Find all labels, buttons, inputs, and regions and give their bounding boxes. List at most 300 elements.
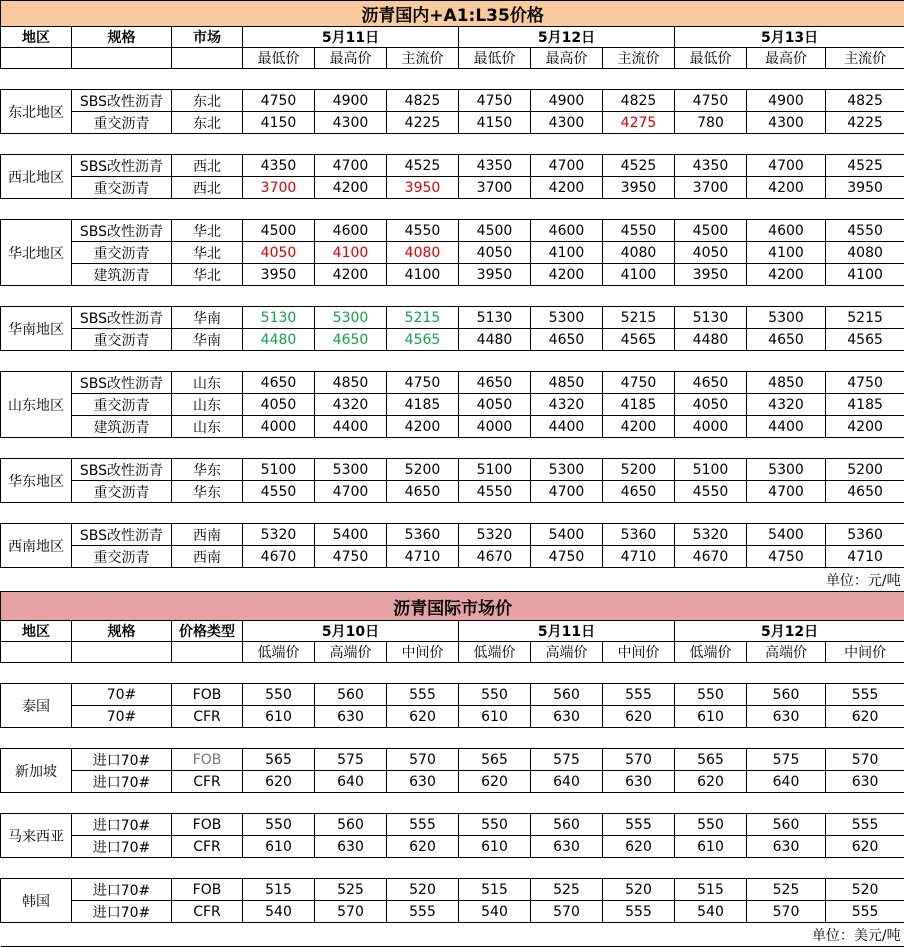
price-cell: 3950: [243, 264, 315, 286]
price-cell: 5360: [826, 524, 904, 546]
price-cell: 560: [315, 814, 387, 836]
price-cell: 4700: [747, 155, 826, 177]
header-date-3: 5月12日: [675, 621, 904, 642]
price-cell: 560: [747, 814, 826, 836]
price-cell: 630: [315, 836, 387, 858]
price-cell: 620: [459, 771, 531, 793]
market-cell: 西北: [172, 155, 243, 177]
price-cell: 570: [315, 901, 387, 923]
price-cell: 4750: [826, 372, 904, 394]
table-row: [1, 155, 904, 177]
price-cell: 620: [387, 706, 459, 728]
price-cell: 4000: [459, 416, 531, 438]
spec-cell: 70#: [72, 684, 172, 706]
price-cell: 4550: [459, 481, 531, 503]
price-cell: 3950: [387, 177, 459, 199]
table-row: [1, 459, 904, 481]
price-cell: 640: [531, 771, 603, 793]
price-cell: 5100: [243, 459, 315, 481]
header-date-1: 5月10日: [243, 621, 459, 642]
price-cell: 4050: [459, 242, 531, 264]
spacer-cell: [1, 199, 904, 220]
price-type-cell: CFR: [172, 836, 243, 858]
price-cell: 620: [675, 771, 747, 793]
price-cell: 4100: [531, 242, 603, 264]
price-cell: 5360: [387, 524, 459, 546]
spec-cell: SBS改性沥青: [72, 90, 172, 112]
price-cell: 630: [747, 836, 826, 858]
header-region: 地区: [1, 27, 72, 48]
spacer-cell: [1, 793, 904, 814]
market-cell: 山东: [172, 416, 243, 438]
spacer-cell: [1, 351, 904, 372]
price-cell: 4500: [675, 220, 747, 242]
spec-cell: SBS改性沥青: [72, 307, 172, 329]
price-cell: 4200: [826, 416, 904, 438]
price-cell: 4300: [531, 112, 603, 134]
price-cell: 3950: [675, 264, 747, 286]
price-cell: 5300: [531, 307, 603, 329]
spacer-cell: [1, 69, 904, 90]
price-cell: 620: [603, 836, 675, 858]
price-type-cell: FOB: [172, 684, 243, 706]
region-cell: 东北地区: [1, 90, 72, 134]
price-cell: 570: [826, 749, 904, 771]
price-cell: 5320: [675, 524, 747, 546]
price-cell: 630: [826, 771, 904, 793]
price-cell: 4200: [531, 264, 603, 286]
price-cell: 4185: [387, 394, 459, 416]
price-cell: 5300: [531, 459, 603, 481]
price-cell: 4670: [675, 546, 747, 568]
price-cell: 640: [315, 771, 387, 793]
spec-cell: SBS改性沥青: [72, 524, 172, 546]
subheader-label: 主流价: [603, 48, 675, 69]
spacer-row: [1, 134, 904, 155]
price-cell: 630: [531, 836, 603, 858]
market-cell: 西南: [172, 524, 243, 546]
price-cell: 3700: [459, 177, 531, 199]
price-cell: 4900: [531, 90, 603, 112]
subheader-label: 最低价: [243, 48, 315, 69]
price-cell: 4650: [243, 372, 315, 394]
price-cell: 4080: [826, 242, 904, 264]
price-type-cell: CFR: [172, 901, 243, 923]
price-cell: 4550: [243, 481, 315, 503]
price-type-cell: FOB: [172, 749, 243, 771]
price-cell: 4750: [531, 546, 603, 568]
header-spec: 规格: [72, 621, 172, 642]
price-cell: 4050: [243, 394, 315, 416]
price-cell: 4525: [603, 155, 675, 177]
price-cell: 570: [747, 901, 826, 923]
price-cell: 3700: [243, 177, 315, 199]
table-row: [1, 684, 904, 706]
spacer-row: [1, 438, 904, 459]
price-cell: 4200: [531, 177, 603, 199]
price-cell: 555: [387, 684, 459, 706]
price-cell: 550: [675, 814, 747, 836]
price-cell: 550: [675, 684, 747, 706]
price-cell: 4710: [603, 546, 675, 568]
price-cell: 5400: [747, 524, 826, 546]
spacer-cell: [1, 438, 904, 459]
spec-cell: 建筑沥青: [72, 416, 172, 438]
spacer-row: [1, 663, 904, 684]
spec-cell: SBS改性沥青: [72, 155, 172, 177]
price-cell: 4550: [675, 481, 747, 503]
price-cell: 4275: [603, 112, 675, 134]
price-cell: 4050: [675, 242, 747, 264]
price-cell: 630: [531, 706, 603, 728]
price-cell: 3700: [675, 177, 747, 199]
price-cell: 4320: [747, 394, 826, 416]
price-cell: 4600: [315, 220, 387, 242]
spacer-row: [1, 858, 904, 879]
price-cell: 4750: [387, 372, 459, 394]
price-cell: 5200: [603, 459, 675, 481]
price-cell: 620: [826, 706, 904, 728]
table-row: [1, 372, 904, 394]
subheader-blank: [72, 642, 172, 663]
price-cell: 4200: [747, 177, 826, 199]
table-row: [1, 90, 904, 112]
price-cell: 5300: [747, 459, 826, 481]
price-cell: 570: [603, 749, 675, 771]
table-row: [1, 112, 904, 134]
price-cell: 5215: [826, 307, 904, 329]
region-cell: 山东地区: [1, 372, 72, 438]
price-cell: 560: [315, 684, 387, 706]
price-cell: 5360: [603, 524, 675, 546]
price-cell: 520: [826, 879, 904, 901]
price-cell: 5400: [531, 524, 603, 546]
header-market: 市场: [172, 27, 243, 48]
price-cell: 550: [459, 684, 531, 706]
region-cell: 西北地区: [1, 155, 72, 199]
subheader-label: 最高价: [315, 48, 387, 69]
spacer-row: [1, 286, 904, 307]
price-cell: 4350: [675, 155, 747, 177]
price-cell: 560: [531, 814, 603, 836]
price-cell: 4480: [459, 329, 531, 351]
region-cell: 新加坡: [1, 749, 72, 793]
subheader-blank: [72, 48, 172, 69]
spec-cell: 进口70#: [72, 749, 172, 771]
unit-row: [1, 568, 904, 592]
price-cell: 540: [243, 901, 315, 923]
price-cell: 4710: [826, 546, 904, 568]
spec-cell: 重交沥青: [72, 394, 172, 416]
price-cell: 4565: [387, 329, 459, 351]
price-cell: 4650: [603, 481, 675, 503]
price-cell: 4600: [747, 220, 826, 242]
market-cell: 华北: [172, 264, 243, 286]
table-row: [1, 814, 904, 836]
region-cell: 泰国: [1, 684, 72, 728]
spacer-row: [1, 351, 904, 372]
table-row: [1, 220, 904, 242]
price-type-cell: FOB: [172, 879, 243, 901]
price-cell: 4200: [315, 264, 387, 286]
spacer-cell: [1, 134, 904, 155]
price-cell: 4565: [826, 329, 904, 351]
price-cell: 620: [603, 706, 675, 728]
price-cell: 4850: [531, 372, 603, 394]
price-cell: 515: [243, 879, 315, 901]
market-cell: 山东: [172, 394, 243, 416]
region-cell: 华东地区: [1, 459, 72, 503]
subheader-blank: [172, 642, 243, 663]
price-cell: 4350: [459, 155, 531, 177]
subheader-label: 低端价: [459, 642, 531, 663]
price-cell: 4650: [747, 329, 826, 351]
price-cell: 555: [603, 814, 675, 836]
price-cell: 4100: [387, 264, 459, 286]
price-cell: 4750: [747, 546, 826, 568]
subheader-label: 主流价: [387, 48, 459, 69]
subheader-label: 最高价: [747, 48, 826, 69]
region-cell: 华北地区: [1, 220, 72, 286]
price-cell: 4700: [531, 481, 603, 503]
spec-cell: 重交沥青: [72, 546, 172, 568]
price-cell: 4550: [826, 220, 904, 242]
price-cell: 4400: [531, 416, 603, 438]
price-cell: 550: [243, 684, 315, 706]
international-price-section: [1, 592, 904, 947]
header-spec: 规格: [72, 27, 172, 48]
price-cell: 520: [387, 879, 459, 901]
price-cell: 4525: [826, 155, 904, 177]
price-cell: 4650: [387, 481, 459, 503]
subheader-label: 高端价: [315, 642, 387, 663]
price-cell: 555: [387, 814, 459, 836]
spacer-cell: [1, 286, 904, 307]
table-row: [1, 416, 904, 438]
price-cell: 610: [243, 706, 315, 728]
spacer-cell: [1, 663, 904, 684]
subheader-label: 低端价: [675, 642, 747, 663]
market-cell: 华北: [172, 242, 243, 264]
price-cell: 4550: [603, 220, 675, 242]
price-cell: 4050: [459, 394, 531, 416]
price-cell: 4320: [315, 394, 387, 416]
price-cell: 5320: [243, 524, 315, 546]
market-cell: 西北: [172, 177, 243, 199]
price-cell: 4300: [315, 112, 387, 134]
price-cell: 5300: [315, 307, 387, 329]
subheader-label: 最低价: [459, 48, 531, 69]
price-cell: 4200: [747, 264, 826, 286]
price-cell: 4850: [315, 372, 387, 394]
price-cell: 3950: [459, 264, 531, 286]
table-row: [1, 329, 904, 351]
price-cell: 570: [531, 901, 603, 923]
price-cell: 4185: [826, 394, 904, 416]
international-title: 沥青国际市场价: [1, 592, 904, 621]
price-cell: 4100: [603, 264, 675, 286]
price-cell: 4300: [747, 112, 826, 134]
spec-cell: 重交沥青: [72, 177, 172, 199]
spec-cell: 重交沥青: [72, 481, 172, 503]
table-row: [1, 394, 904, 416]
region-cell: 华南地区: [1, 307, 72, 351]
price-cell: 5100: [675, 459, 747, 481]
table-row: [1, 524, 904, 546]
price-cell: 565: [243, 749, 315, 771]
price-cell: 610: [675, 836, 747, 858]
price-cell: 4850: [747, 372, 826, 394]
spec-cell: 70#: [72, 706, 172, 728]
price-cell: 565: [459, 749, 531, 771]
price-cell: 4500: [459, 220, 531, 242]
price-type-cell: CFR: [172, 706, 243, 728]
price-cell: 555: [826, 684, 904, 706]
price-cell: 640: [747, 771, 826, 793]
domestic-price-section: [1, 1, 904, 592]
market-cell: 华南: [172, 307, 243, 329]
price-cell: 620: [387, 836, 459, 858]
spec-cell: SBS改性沥青: [72, 459, 172, 481]
price-cell: 4050: [675, 394, 747, 416]
price-cell: 520: [603, 879, 675, 901]
region-cell: 西南地区: [1, 524, 72, 568]
spec-cell: 进口70#: [72, 771, 172, 793]
market-cell: 西南: [172, 546, 243, 568]
price-cell: 4000: [243, 416, 315, 438]
price-cell: 5300: [315, 459, 387, 481]
price-cell: 3950: [826, 177, 904, 199]
price-cell: 5215: [603, 307, 675, 329]
table-row: [1, 706, 904, 728]
price-cell: 4565: [603, 329, 675, 351]
price-cell: 540: [675, 901, 747, 923]
spec-cell: SBS改性沥青: [72, 372, 172, 394]
price-cell: 4900: [747, 90, 826, 112]
price-cell: 540: [459, 901, 531, 923]
price-cell: 4080: [603, 242, 675, 264]
price-cell: 5130: [675, 307, 747, 329]
price-cell: 630: [603, 771, 675, 793]
price-cell: 4750: [315, 546, 387, 568]
price-type-cell: FOB: [172, 814, 243, 836]
header-date-3: 5月13日: [675, 27, 904, 48]
spec-cell: 进口70#: [72, 836, 172, 858]
price-cell: 550: [459, 814, 531, 836]
price-cell: 4000: [675, 416, 747, 438]
subheader-blank: [1, 48, 72, 69]
price-cell: 4670: [459, 546, 531, 568]
price-cell: 4100: [747, 242, 826, 264]
table-row: [1, 901, 904, 923]
price-cell: 4825: [826, 90, 904, 112]
price-cell: 620: [826, 836, 904, 858]
market-cell: 东北: [172, 90, 243, 112]
header-date-2: 5月11日: [459, 621, 675, 642]
table-row: [1, 242, 904, 264]
subheader-label: 最低价: [675, 48, 747, 69]
price-cell: 555: [603, 901, 675, 923]
spec-cell: 重交沥青: [72, 112, 172, 134]
spacer-cell: [1, 503, 904, 524]
price-cell: 4750: [675, 90, 747, 112]
unit-note: 单位：元/吨: [1, 568, 904, 592]
price-cell: 4600: [531, 220, 603, 242]
price-cell: 4225: [387, 112, 459, 134]
subheader-label: 最高价: [531, 48, 603, 69]
price-cell: 5200: [826, 459, 904, 481]
price-cell: 4200: [387, 416, 459, 438]
price-cell: 620: [243, 771, 315, 793]
price-cell: 4650: [531, 329, 603, 351]
price-cell: 555: [603, 684, 675, 706]
price-cell: 630: [315, 706, 387, 728]
price-cell: 610: [675, 706, 747, 728]
subheader-label: 中间价: [603, 642, 675, 663]
price-cell: 550: [243, 814, 315, 836]
price-cell: 4650: [315, 329, 387, 351]
price-cell: 780: [675, 112, 747, 134]
price-cell: 5130: [459, 307, 531, 329]
price-cell: 4825: [603, 90, 675, 112]
price-cell: 4550: [387, 220, 459, 242]
spacer-row: [1, 199, 904, 220]
spec-cell: 重交沥青: [72, 329, 172, 351]
market-cell: 山东: [172, 372, 243, 394]
header-date-2: 5月12日: [459, 27, 675, 48]
region-cell: 马来西亚: [1, 814, 72, 858]
spec-cell: 进口70#: [72, 814, 172, 836]
price-cell: 4400: [747, 416, 826, 438]
price-cell: 4700: [531, 155, 603, 177]
price-cell: 4200: [315, 177, 387, 199]
price-cell: 4100: [315, 242, 387, 264]
price-cell: 560: [531, 684, 603, 706]
price-cell: 4150: [243, 112, 315, 134]
spacer-row: [1, 728, 904, 749]
price-cell: 5320: [459, 524, 531, 546]
unit-note: 单位：美元/吨: [1, 923, 904, 947]
domestic-title: 沥青国内+A1:L35价格: [1, 1, 904, 27]
subheader-label: 高端价: [531, 642, 603, 663]
price-cell: 575: [747, 749, 826, 771]
price-cell: 630: [747, 706, 826, 728]
price-cell: 4480: [243, 329, 315, 351]
price-cell: 4650: [826, 481, 904, 503]
market-cell: 华东: [172, 481, 243, 503]
spacer-cell: [1, 728, 904, 749]
header-region: 地区: [1, 621, 72, 642]
price-cell: 575: [531, 749, 603, 771]
subheader-label: 主流价: [826, 48, 904, 69]
table-row: [1, 481, 904, 503]
market-cell: 华南: [172, 329, 243, 351]
spec-cell: 进口70#: [72, 879, 172, 901]
price-cell: 630: [387, 771, 459, 793]
subheader-blank: [172, 48, 243, 69]
price-cell: 5300: [747, 307, 826, 329]
price-cell: 4350: [243, 155, 315, 177]
table-row: [1, 546, 904, 568]
header-price-type: 价格类型: [172, 621, 243, 642]
price-cell: 4225: [826, 112, 904, 134]
price-cell: 525: [531, 879, 603, 901]
price-cell: 3950: [603, 177, 675, 199]
price-cell: 4700: [747, 481, 826, 503]
price-cell: 5100: [459, 459, 531, 481]
price-cell: 610: [459, 706, 531, 728]
table-row: [1, 836, 904, 858]
